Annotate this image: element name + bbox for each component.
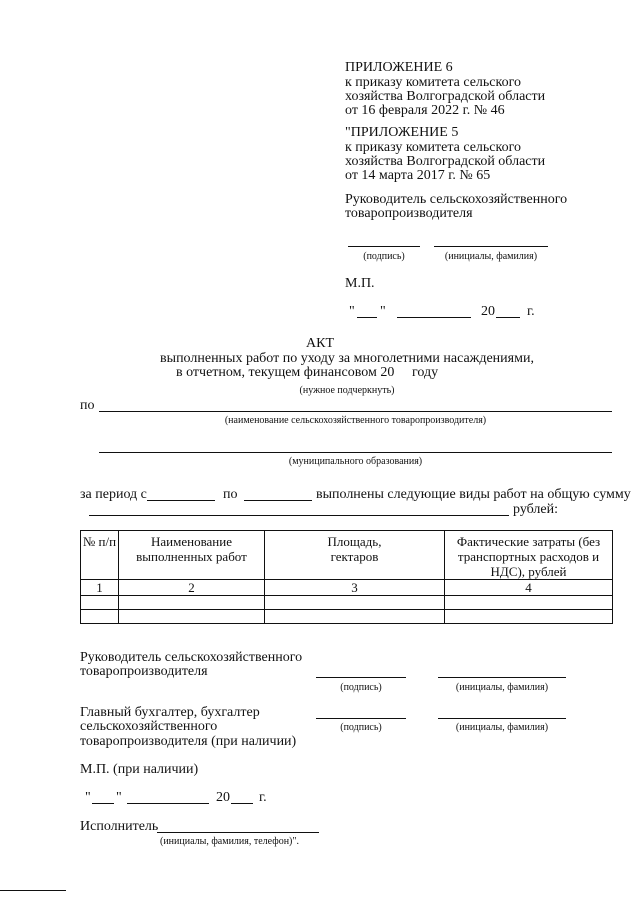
year-prefix: 20 <box>216 790 230 805</box>
table-cell[interactable] <box>119 596 265 610</box>
period-to-line[interactable] <box>244 500 312 501</box>
producer-name-line[interactable] <box>99 411 612 412</box>
executor-line[interactable] <box>157 832 319 833</box>
period-to-label: по <box>223 487 238 502</box>
date-quote-open: " <box>85 790 91 805</box>
accountant-title: сельскохозяйственного <box>80 719 218 734</box>
signature-caption: (подпись) <box>340 682 382 693</box>
name-caption: (инициалы, фамилия) <box>455 722 549 733</box>
year-prefix: 20 <box>481 304 495 319</box>
column-number: 1 <box>81 580 119 596</box>
signature-caption: (подпись) <box>363 251 405 262</box>
date-quote-close: " <box>380 304 386 319</box>
year-line[interactable] <box>496 317 520 318</box>
appendix-5-title: "ПРИЛОЖЕНИЕ 5 <box>345 125 459 140</box>
period-from-line[interactable] <box>147 500 215 501</box>
rubles-label: рублей: <box>513 502 558 517</box>
appendix-5-line: к приказу комитета сельского <box>345 140 522 155</box>
table-row <box>81 610 613 624</box>
name-caption: (инициалы, фамилия) <box>444 251 538 262</box>
signature-line[interactable] <box>348 246 420 247</box>
table-cell[interactable] <box>81 610 119 624</box>
table-row <box>81 596 613 610</box>
table-cell[interactable] <box>265 610 445 624</box>
total-sum-line[interactable] <box>89 515 509 516</box>
date-quote-close: " <box>116 790 122 805</box>
stamp-label: М.П. <box>345 276 375 291</box>
municipality-line[interactable] <box>99 452 612 453</box>
head-name-line[interactable] <box>438 677 566 678</box>
name-caption: (инициалы, фамилия) <box>455 682 549 693</box>
act-subtitle: выполненных работ по уходу за многолетними насаждениями, <box>160 351 534 366</box>
head-signature-line[interactable] <box>316 677 406 678</box>
stamp-label: М.П. (при наличии) <box>80 762 199 777</box>
producer-name-caption: (наименование сельскохозяйственного товаропроизводителя) <box>224 415 487 426</box>
table-cell[interactable] <box>81 596 119 610</box>
period-text: выполнены следующие виды работ на общую сумму <box>316 487 631 502</box>
date-quote-open: " <box>349 304 355 319</box>
day-line[interactable] <box>357 317 377 318</box>
month-line[interactable] <box>397 317 471 318</box>
header-cell-costs: Фактические затраты (без транспортных расходов и НДС), рублей <box>445 531 613 580</box>
accountant-title: Главный бухгалтер, бухгалтер <box>80 705 260 720</box>
table-cell[interactable] <box>265 596 445 610</box>
year-suffix: г. <box>527 304 535 319</box>
table-cell[interactable] <box>445 596 613 610</box>
executor-label: Исполнитель <box>80 819 159 834</box>
po-label: по <box>80 398 95 413</box>
appendix-6-line: к приказу комитета сельского <box>345 75 522 90</box>
head-title-line: Руководитель сельскохозяйственного <box>345 192 568 207</box>
table-header-row <box>81 531 613 580</box>
column-number: 4 <box>445 580 613 596</box>
head-signature-title: Руководитель сельскохозяйственного <box>80 650 303 665</box>
act-subtitle-year-word: году <box>412 365 439 380</box>
column-number: 3 <box>265 580 445 596</box>
year-suffix: г. <box>259 790 267 805</box>
signature-caption: (подпись) <box>340 722 382 733</box>
act-title: АКТ <box>306 336 334 351</box>
works-table <box>80 530 613 624</box>
table-cell[interactable] <box>445 610 613 624</box>
column-number-row <box>81 580 613 596</box>
appendix-5-line: хозяйства Волгоградской области <box>345 154 546 169</box>
appendix-5-date: от 14 марта 2017 г. № 65 <box>345 168 491 183</box>
period-from-label: за период с <box>80 487 147 502</box>
header-cell-area: Площадь, гектаров <box>265 531 445 580</box>
appendix-6-date: от 16 февраля 2022 г. № 46 <box>345 103 505 118</box>
year-line[interactable] <box>231 803 253 804</box>
accountant-title: товаропроизводителя (при наличии) <box>80 734 297 749</box>
accountant-name-line[interactable] <box>438 718 566 719</box>
header-cell-number: № п/п <box>81 531 119 580</box>
column-number: 2 <box>119 580 265 596</box>
appendix-6-title: ПРИЛОЖЕНИЕ 6 <box>345 60 453 75</box>
act-subtitle-period: в отчетном, текущем финансовом 20 <box>176 365 395 380</box>
accountant-signature-line[interactable] <box>316 718 406 719</box>
head-signature-title: товаропроизводителя <box>80 664 208 679</box>
table-cell[interactable] <box>119 610 265 624</box>
appendix-6-line: хозяйства Волгоградской области <box>345 89 546 104</box>
municipality-caption: (муниципального образования) <box>288 456 423 467</box>
head-title-line: товаропроизводителя <box>345 206 473 221</box>
underline-note: (нужное подчеркнуть) <box>299 385 395 396</box>
footnote-divider <box>0 890 66 891</box>
executor-caption: (инициалы, фамилия, телефон)". <box>160 836 299 847</box>
month-line[interactable] <box>127 803 209 804</box>
day-line[interactable] <box>92 803 114 804</box>
name-line[interactable] <box>434 246 548 247</box>
header-cell-work: Наименование выполненных работ <box>119 531 265 580</box>
